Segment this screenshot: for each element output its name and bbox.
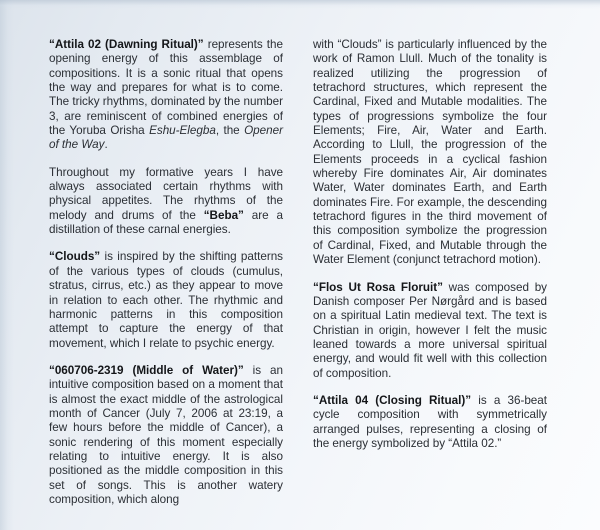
text-run-bold: “060706-2319 (Middle of Water)” xyxy=(49,363,244,377)
right-column xyxy=(313,38,547,507)
two-column-text-layout xyxy=(49,38,552,507)
text-run-bold: “Clouds” xyxy=(49,250,101,264)
paragraph-flos-ut-rosa-floruit xyxy=(313,281,547,381)
text-run-normal: is inspired by the shifting patterns of the various types of clouds (cumulus, stratus, cirrus, etc.) as they appear to move in relation to each other. The rhythmic and harmonic patterns in this composition attempt to capture the energy of that movement, which I relate to psychic energy. xyxy=(49,250,283,350)
text-run-bold: “Flos Ut Rosa Floruit” xyxy=(313,280,443,294)
text-run-normal: is a 36-beat cycle composition with symmetrically arranged pulses, representing a closing of the energy symbolized by “Attila 02.” xyxy=(313,393,547,450)
text-run-normal: with “Clouds” is particularly influenced by the work of Ramon Llull. Much of the tonality is realized utilizing the progression of tetrachord structures, which represent the Cardinal, Fixed and Mutable modalities. The types of progressions symbolize the four Elements; Fire, Air, Water and Earth. According to Llull, the progression of the Elements proceeds in a cyclical fashion whereby Fire dominates Air, Air dominates Water, Water dominates Earth, and Earth dominates Fire. For example, the descending tetrachord figures in the third movement of this composition symbolize the progression of Cardinal, Fixed, and Mutable through the Water Element (conjunct tetrachord motion). xyxy=(313,38,547,267)
paragraph-middle-of-water xyxy=(49,364,283,507)
text-run-italic: Eshu-Elegba xyxy=(149,124,216,138)
paragraph-attila-04 xyxy=(313,394,547,451)
paragraph-middle-of-water-continued xyxy=(313,38,547,268)
text-run-normal: is an intuitive composition based on a moment that is almost the exact middle of the astrological month of Cancer (July 7, 2006 at 23:19, a few hours before the middle of Cancer), a sonic rendering of this moment especially relating to intuitive energy. It is also positioned as the middle composition in this set of songs. This is another watery composition, which along xyxy=(49,363,283,506)
text-run-normal: represents the opening energy of this assemblage of compositions. It is a sonic ritual that opens the way and prepares for what is to come. The tricky rhythms, dominated by the number 3, are reminiscent of combined energies of the Yoruba Orisha xyxy=(49,38,283,138)
text-run-normal: Throughout my formative years I have always associated certain rhythms with physical appetites. The rhythms of the melody and drums of the xyxy=(49,165,283,222)
text-run-normal: was composed by Danish composer Per Nørgård and is based on a spiritual Latin medieval text. The text is Christian in origin, however I felt the music leaned towards a more universal spiritual energy, and would fit well with this collection of composition. xyxy=(313,280,547,380)
paragraph-attila-02 xyxy=(49,38,283,153)
text-run-normal: . xyxy=(104,138,108,152)
paragraph-formative-years xyxy=(49,166,283,238)
text-run-italic: Opener of the Way xyxy=(49,124,283,152)
text-run-bold: “Attila 02 (Dawning Ritual)” xyxy=(49,38,204,51)
left-column xyxy=(49,38,283,507)
text-run-bold: “Attila 04 (Closing Ritual)” xyxy=(313,393,472,407)
paragraph-clouds xyxy=(49,250,283,350)
text-run-bold: “Beba” xyxy=(203,208,244,222)
text-run-normal: are a distillation of these carnal energies. xyxy=(49,208,283,237)
text-run-normal: , the xyxy=(215,124,245,138)
